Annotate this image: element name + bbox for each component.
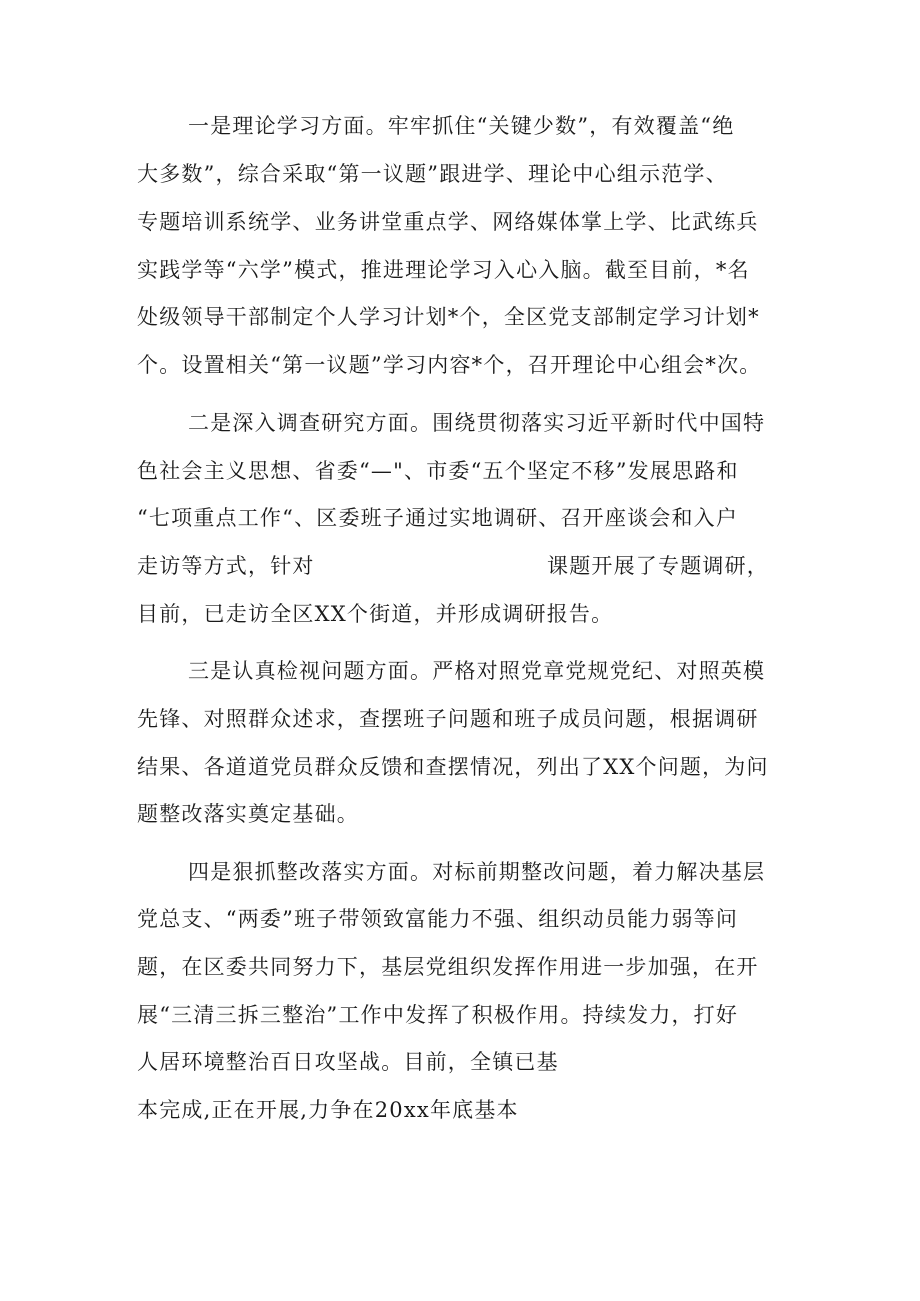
paragraph-line: 四是狠抓整改落实方面。对标前期整改问题，着力解决基层 [188,860,766,884]
paragraph-line: 处级领导干部制定个人学习计划*个，全区党支部制定学习计划* [137,305,760,329]
paragraph-line: 目前，已走访全区XX个街道，并形成调研报告。 [137,602,614,626]
paragraph-line: 课题开展了专题调研， [547,554,769,578]
paragraph-line: 走访等方式，针对 [137,554,315,578]
paragraph-line: 实践学等“六学”模式，推进理论学习入心入脑。截至目前，*名 [137,258,750,282]
paragraph-line: 色社会主义思想、省委“—"、市委“五个坚定不移”发展思路和 [137,459,739,483]
paragraph-line: 人居环境整治百日攻坚战。目前，全镇已基 [137,1050,559,1074]
paragraph-line: 本完成,正在开展,力争在20xx年底基本 [137,1098,519,1122]
paragraph-line: 三是认真检视问题方面。严格对照党章党规党纪、对照英模 [188,659,766,683]
paragraph-line: “七项重点工作“、区委班子通过实地调研、召开座谈会和入户 [137,506,739,530]
paragraph-line: 一是理论学习方面。牢牢抓住“关键少数”，有效覆盖“绝 [188,114,735,138]
paragraph-line: 专题培训系统学、业务讲堂重点学、网络媒体掌上学、比武练兵 [137,210,759,234]
paragraph-line: 先锋、对照群众述求，查摆班子问题和班子成员问题，根据调研 [137,707,759,731]
paragraph-line: 结果、各道道党员群众反馈和查摆情况，列出了XX个问题，为问 [137,755,769,779]
paragraph-line: 题整改落实奠定基础。 [137,802,359,826]
paragraph-line: 大多数”，综合采取“第一议题”跟进学、理论中心组示范学、 [137,162,728,186]
paragraph-line: 个。设置相关“第一议题”学习内容*个，召开理论中心组会*次。 [137,353,762,377]
paragraph-line: 展“三清三拆三整治”工作中发挥了积极作用。持续发力，打好 [137,1003,739,1027]
paragraph-line: 二是深入调查研究方面。围绕贯彻落实习近平新时代中国特 [188,411,766,435]
paragraph-line: 题，在区委共同努力下，基层党组织发挥作用进一步加强，在开 [137,955,759,979]
paragraph-line: 党总支、“两委”班子带领致富能力不强、组织动员能力弱等问 [137,907,739,931]
